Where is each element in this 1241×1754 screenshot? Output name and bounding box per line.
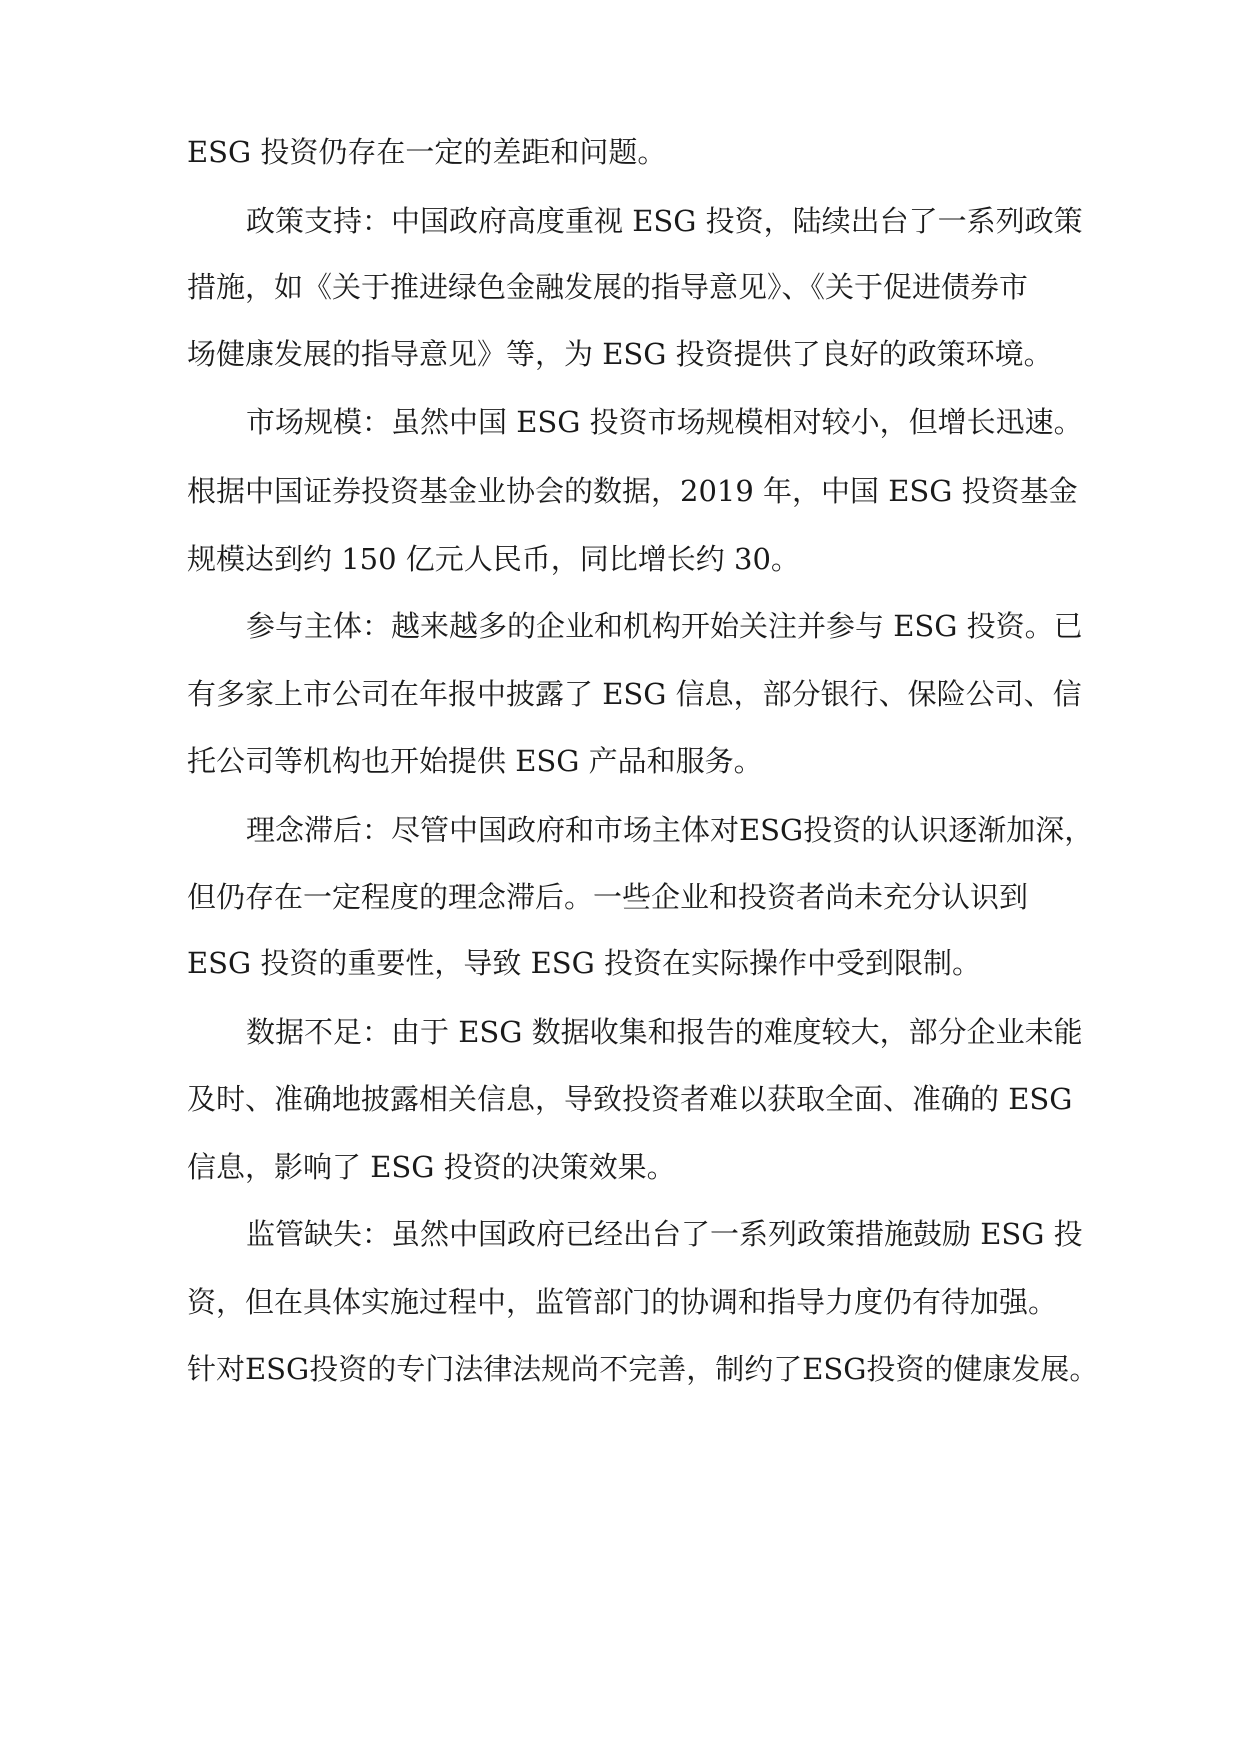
text-line: ESG 投资的重要性，导致 ESG 投资在实际操作中受到限制。 [187, 946, 982, 980]
text-line: ESG 投资仍存在一定的差距和问题。 [187, 135, 667, 169]
paragraph-policy-support-line: 政策支持：中国政府高度重视 ESG 投资，陆续出台了一系列政策 [246, 204, 1083, 238]
paragraph-concept-lag-line: 理念滞后：尽管中国政府和市场主体对ESG投资的认识逐渐加深， [246, 813, 1094, 847]
text-line: 及时、准确地披露相关信息，导致投资者难以获取全面、准确的 ESG [187, 1082, 1073, 1116]
paragraph-market-scale-line: 市场规模：虽然中国 ESG 投资市场规模相对较小，但增长迅速。 [246, 405, 1083, 439]
paragraph-participants-line: 参与主体：越来越多的企业和机构开始关注并参与 ESG 投资。已 [246, 609, 1083, 643]
text-line: 针对ESG投资的专门法律法规尚不完善，制约了ESG投资的健康发展。 [187, 1352, 1099, 1386]
text-line: 托公司等机构也开始提供 ESG 产品和服务。 [187, 744, 763, 778]
text-line: 资，但在具体实施过程中，监管部门的协调和指导力度仍有待加强。 [187, 1285, 1058, 1319]
text-line: 根据中国证券投资基金业协会的数据，2019 年，中国 ESG 投资基金 [187, 474, 1078, 508]
paragraph-regulation-gap-line: 监管缺失：虽然中国政府已经出台了一系列政策措施鼓励 ESG 投 [246, 1217, 1083, 1251]
text-line: 有多家上市公司在年报中披露了 ESG 信息，部分银行、保险公司、信 [187, 677, 1082, 711]
text-line: 场健康发展的指导意见》等，为 ESG 投资提供了良好的政策环境。 [187, 337, 1053, 371]
text-line: 但仍存在一定程度的理念滞后。一些企业和投资者尚未充分认识到 [187, 880, 1029, 914]
text-line: 信息，影响了 ESG 投资的决策效果。 [187, 1150, 676, 1184]
text-line: 措施，如《关于推进绿色金融发展的指导意见》、《关于促进债券市 [187, 270, 1029, 304]
text-line: 规模达到约 150 亿元人民币，同比增长约 30。 [187, 542, 800, 576]
paragraph-data-shortage-line: 数据不足：由于 ESG 数据收集和报告的难度较大，部分企业未能 [246, 1015, 1083, 1049]
